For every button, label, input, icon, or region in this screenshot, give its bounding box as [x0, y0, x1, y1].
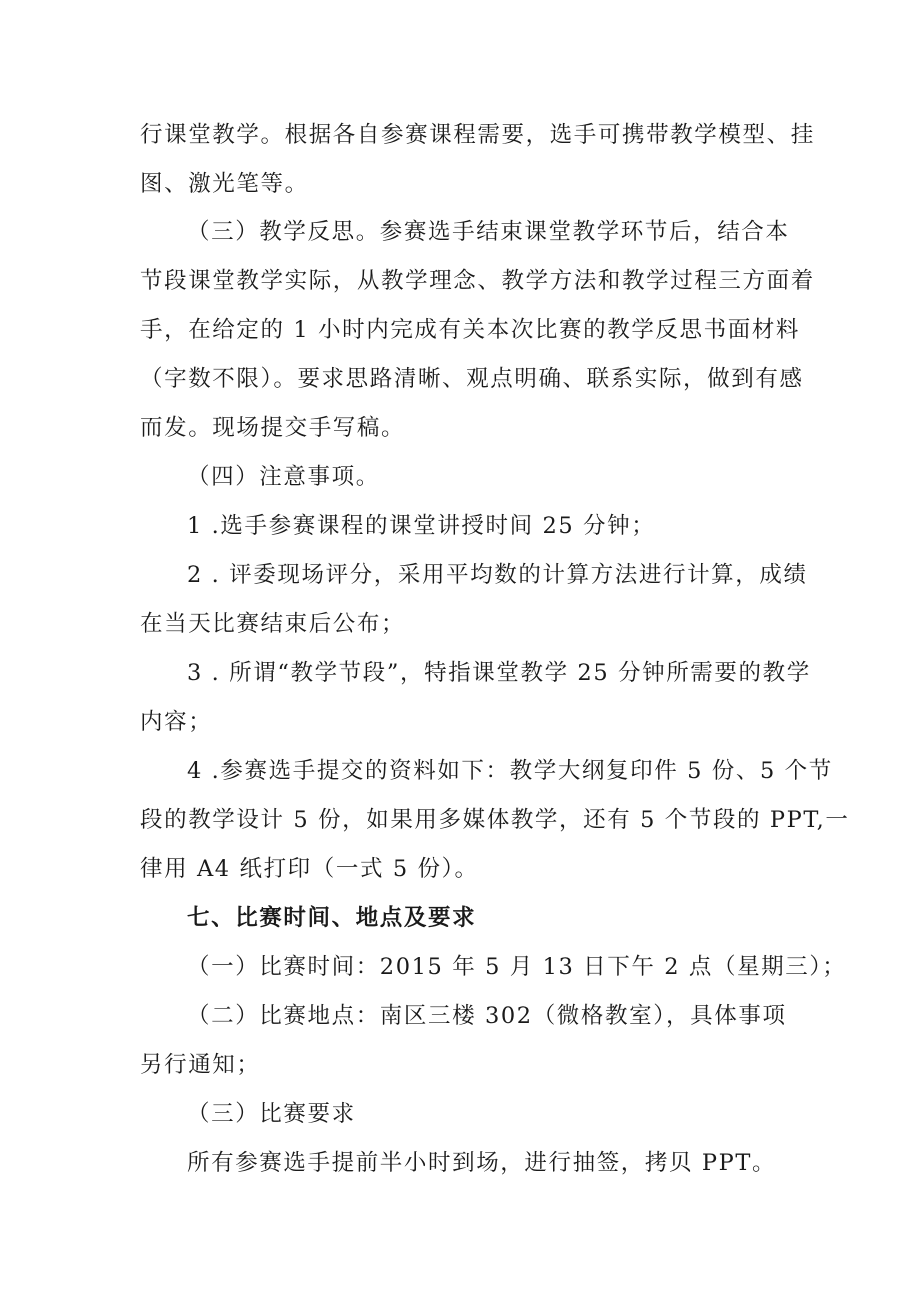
- list-item: 1 .选手参赛课程的课堂讲授时间 25 分钟；: [187, 513, 656, 539]
- paragraph-line: （三）教学反思。参赛选手结束课堂教学环节后，结合本: [187, 219, 790, 245]
- list-item: 4 .参赛选手提交的资料如下：教学大纲复印件 5 份、5 个节: [187, 758, 833, 784]
- section-subheading: （四）注意事项。: [187, 464, 380, 490]
- paragraph-line: 行课堂教学。根据各自参赛课程需要，选手可携带教学模型、挂: [140, 122, 815, 148]
- list-item: 3 . 所谓“教学节段”，特指课堂教学 25 分钟所需要的教学: [187, 660, 811, 686]
- list-item: 2 . 评委现场评分，采用平均数的计算方法进行计算，成绩: [187, 562, 808, 588]
- paragraph-line: 所有参赛选手提前半小时到场，进行抽签，拷贝 PPT。: [187, 1150, 777, 1176]
- paragraph-line: 节段课堂教学实际，从教学理念、教学方法和教学过程三方面着: [140, 268, 815, 294]
- paragraph-line: （二）比赛地点：南区三楼 302（微格教室），具体事项: [187, 1003, 787, 1029]
- paragraph-line: 另行通知；: [140, 1052, 261, 1078]
- paragraph-line: （一）比赛时间：2015 年 5 月 13 日下午 2 点（星期三）；: [187, 954, 847, 980]
- paragraph-line: （字数不限）。要求思路清晰、观点明确、联系实际，做到有感: [140, 366, 804, 392]
- list-item-continuation: 内容；: [140, 709, 213, 735]
- list-item-continuation: 段的教学设计 5 份，如果用多媒体教学，还有 5 个节段的 PPT,一: [140, 807, 850, 833]
- paragraph-line: 而发。现场提交手写稿。: [140, 415, 406, 441]
- list-item-continuation: 律用 A4 纸打印（一式 5 份）。: [140, 856, 479, 882]
- paragraph-line: 图、激光笔等。: [140, 171, 309, 197]
- list-item-continuation: 在当天比赛结束后公布；: [140, 611, 406, 637]
- paragraph-line: 手，在给定的 1 小时内完成有关本次比赛的教学反思书面材料: [140, 317, 801, 343]
- section-heading: 七、比赛时间、地点及要求: [187, 905, 477, 931]
- section-subheading: （三）比赛要求: [187, 1101, 356, 1127]
